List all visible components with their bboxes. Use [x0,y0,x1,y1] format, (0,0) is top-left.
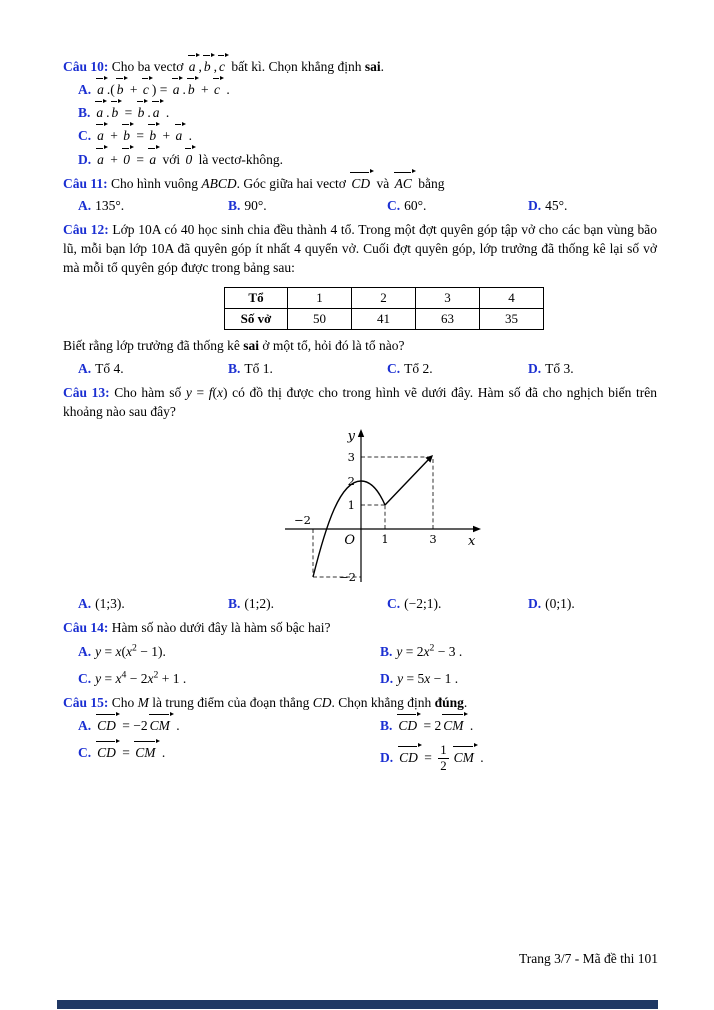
question-14-stem [63,618,657,637]
y-axis-label: y [347,429,355,445]
function-graph-figure [283,427,483,590]
question-12-stem [63,220,657,277]
option-c: C. CD = CM . [78,743,380,774]
function-graph [283,427,483,585]
origin-label: O [344,533,355,549]
question-15-label: Câu 15: [63,694,109,710]
option-d: D. y = 5x − 1 . [380,670,459,686]
option-c: C. 60°. [387,197,427,213]
notebook-count-table [224,287,544,331]
option-d: D. Tổ 3. [528,360,574,376]
page-footer: Trang 3/7 - Mã đề thi 101 [519,951,658,966]
option-d: D. CD = $\frac{1}{2}$ CM . [380,743,484,773]
table-row-values [225,309,544,330]
x-axis-label: x [468,534,476,550]
y-tick-2: 2 [347,474,355,489]
question-10-label: Câu 10: [63,59,109,74]
question-12 [63,220,657,378]
question-11-label: Câu 11: [63,175,108,191]
option-c: C. $y = x^4 - 2x^2 + 1$ . [78,669,187,686]
option-a: A. Tổ 4. [78,360,124,376]
question-10-text: Cho ba vectơ a , b , c bất kì. Chọn khẳng định sai. [112,59,384,74]
table-cell: 50 [288,309,352,330]
option-b: B. Tổ 1. [228,360,273,376]
question-11-options [78,196,657,215]
option-b: B. 90°. [228,197,267,213]
question-10-stem [63,57,657,76]
option-a: A. (1;3). [78,596,125,612]
option-b: B. a . b = b . a . [78,103,657,122]
question-10 [63,57,657,169]
question-10-options [63,80,657,169]
option-a: A. CD = −2 CM . [78,716,380,735]
table-cell: Tổ [225,287,288,308]
x-tick-1: 1 [381,532,389,547]
question-15-text: Cho M là trung điểm của đoạn thẳng CD. Chọn khẳng định đúng. [111,694,468,710]
question-14-label: Câu 14: [63,620,109,636]
table-cell: 3 [416,287,480,308]
axes [285,435,475,585]
option-b: B. CD = 2 CM . [380,716,657,735]
table-cell: 4 [480,287,544,308]
question-15 [63,693,657,774]
table-row-header [225,287,544,308]
question-12-options [78,359,657,378]
question-14-options [78,642,657,688]
question-11-stem [63,174,657,193]
y-tick-neg2: −2 [339,570,356,585]
question-12-label: Câu 12: [63,222,109,238]
option-c: C. a + b = b + a . [78,126,657,145]
option-a: A. $y = x(x^2 - 1)$. [78,642,166,659]
question-12-note: Biết rằng lớp trưởng đã thống kê sai ở một tổ, hỏi đó là tổ nào? [63,338,405,354]
option-b: B. (1;2). [228,596,275,612]
question-13 [63,383,657,614]
question-14-text: Hàm số nào dưới đây là hàm số bậc hai? [111,620,331,636]
y-tick-3: 3 [347,450,355,465]
x-tick-neg2: −2 [294,513,311,528]
table-cell: 35 [480,309,544,330]
question-13-stem [63,383,657,421]
table-cell: 1 [288,287,352,308]
table-cell: 41 [352,309,416,330]
question-15-options [78,716,657,774]
question-13-options [78,594,657,613]
x-tick-3: 3 [429,532,437,547]
question-13-text: Cho hàm số y = f(x) có đồ thị được cho trong hình vẽ dưới đây. Hàm số đã cho nghịch biến trên khoảng nào sau đây? [63,384,657,419]
question-13-label: Câu 13: [63,384,110,400]
table-cell: Số vở [225,309,288,330]
option-d: D. (0;1). [528,596,575,612]
option-c: C. Tổ 2. [387,360,433,376]
option-d: D. a + 0 = a với 0 là vectơ-không. [78,150,657,169]
y-axis-arrow [358,429,364,437]
question-15-stem [63,693,657,712]
table-cell: 63 [416,309,480,330]
table-cell: 2 [352,287,416,308]
option-a: A. a .( b + c ) = a . b + c . [78,80,657,99]
question-14 [63,618,657,687]
ray [385,459,429,505]
bottom-divider-bar [57,1000,658,1009]
option-b: B. $y = 2x^2 - 3$ . [380,642,463,659]
option-a: A. 135°. [78,197,125,213]
question-11-text: Cho hình vuông ABCD. Góc giữa hai vectơ CD và AC bằng [111,176,444,191]
option-d: D. 45°. [528,197,568,213]
y-tick-1: 1 [347,498,355,513]
x-axis-arrow [473,526,481,532]
option-c: C. (−2;1). [387,596,442,612]
question-12-text: Lớp 10A có 40 học sinh chia đều thành 4 tổ. Trong một đợt quyên góp tập vở cho các bạn vùng bão lũ, mỗi bạn lớp 10A đã quyên góp ít nhất 4 quyển vở. Cuối đợt quyên góp, lớp trưởng đã thống kê lại số vở mà mỗi tổ quyên góp được trong bảng sau: [63,222,658,276]
question-11 [63,174,657,215]
